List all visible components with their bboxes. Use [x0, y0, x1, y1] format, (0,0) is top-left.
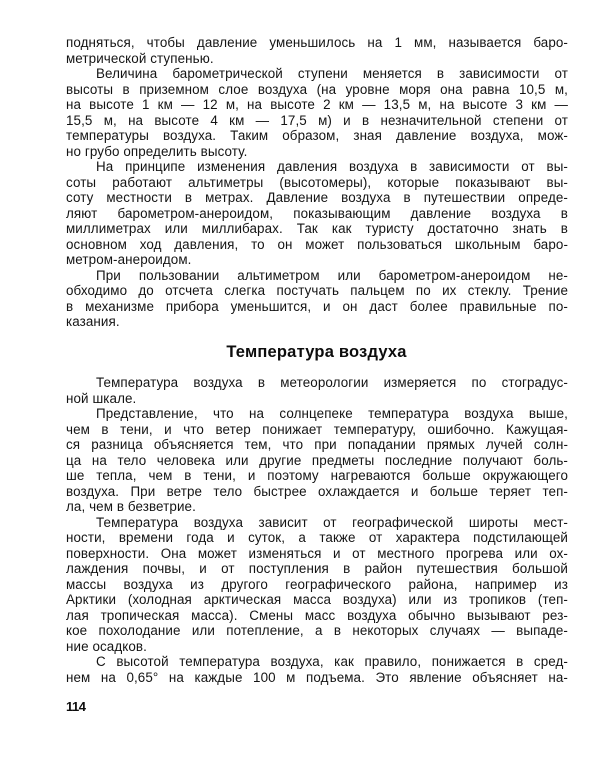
text-line: ляют барометром-анероидом, показывающим давление воздуха в: [66, 205, 568, 221]
text-line: ние осадков.: [66, 638, 147, 654]
text-line: ше тепла, чем в тени, и поэтому нагреваются больше окружающего: [66, 468, 568, 483]
text-line: ла, чем в безветрие.: [66, 499, 196, 514]
text-line: казания.: [66, 314, 120, 329]
text-line: Температура воздуха зависит от географической широты мест-: [96, 514, 568, 530]
text-line: поверхности. Она может изменяться и от местного прогрева или ох-: [66, 545, 568, 561]
text-line: в механизме прибора уменьшится, и он даст более правильные по-: [66, 298, 568, 314]
text-line: ца на тело человека или другие предметы последние получают боль-: [66, 452, 568, 468]
text-line: Арктики (холодная арктическая масса воздуха) или из тропиков (теп-: [66, 592, 568, 607]
text-line: соту местности в метрах. Давление воздуха в путешествии опреде-: [66, 190, 568, 205]
text-line: подняться, чтобы давление уменьшилось на 1 мм, называется баро-: [66, 35, 568, 50]
text-line: обходимо до отсчета слегка постучать пальцем по их стеклу. Трение: [66, 283, 568, 298]
section-heading: Температура воздуха: [226, 343, 407, 361]
page-number: 114: [66, 699, 86, 714]
text-line: лаждения почвы, и от поступления в район путешествия большой: [66, 561, 568, 576]
text-line: ся разница объясняется тем, что при попадании прямых лучей солн-: [66, 437, 568, 452]
text-line: Представление, что на солнцепеке температура воздуха выше,: [96, 406, 568, 421]
text-line: 15,5 м, на высоте 4 км — 17,5 м) и в незначительной степени от: [66, 112, 568, 128]
text-line: массы воздуха из другого географического района, например из: [66, 576, 568, 592]
text-line: кое похолодание или потепление, а в некоторых случаях — выпаде-: [66, 623, 568, 638]
text-line: основном ход давления, то он может пользоваться школьным баро-: [66, 236, 568, 252]
text-line: метром-анероидом.: [66, 252, 192, 267]
text-line: При пользовании альтиметром или барометром-анероидом не-: [96, 267, 568, 283]
text-line: миллиметрах или миллибарах. Так как туристу достаточно знать в: [66, 221, 568, 236]
text-line: соты работают альтиметры (высотомеры), которые показывают вы-: [66, 174, 568, 190]
text-line: Температура воздуха в метеорологии измеряется по стоградус-: [96, 375, 568, 390]
text-line: ности, времени года и суток, а также от характера подстилающей: [66, 530, 568, 545]
text-line: температуры воздуха. Таким образом, зная давление воздуха, мож-: [66, 128, 568, 143]
text-line: воздуха. При ветре тело быстрее охлаждается и больше теряет теп-: [66, 483, 568, 499]
text-line: лая тропическая масса). Смены масс воздуха обычно вызывают рез-: [66, 607, 568, 623]
text-line: высоты в приземном слое воздуха (на уровне моря она равна 10,5 м,: [66, 81, 568, 97]
text-block-air-temperature: [66, 375, 568, 685]
text-line: чем в тени, и что ветер понижает температуру, ошибочно. Кажущая-: [66, 421, 568, 437]
text-line: На принципе изменения давления воздуха в зависимости от вы-: [96, 159, 568, 174]
text-line: но грубо определить высоту.: [66, 143, 248, 159]
text-line: нем на 0,65° на каждые 100 м подъема. Это явление объясняет на-: [66, 669, 568, 685]
text-line: на высоте 1 км — 12 м, на высоте 2 км — 13,5 м, на высоте 3 км —: [66, 97, 568, 112]
text-block-barometric-step: [66, 35, 568, 330]
text-line: ной шкале.: [66, 390, 137, 406]
text-line: Величина барометрической ступени меняется в зависимости от: [96, 66, 568, 81]
text-line: С высотой температура воздуха, как правило, понижается в сред-: [96, 654, 568, 669]
text-line: метрической ступенью.: [66, 50, 214, 66]
